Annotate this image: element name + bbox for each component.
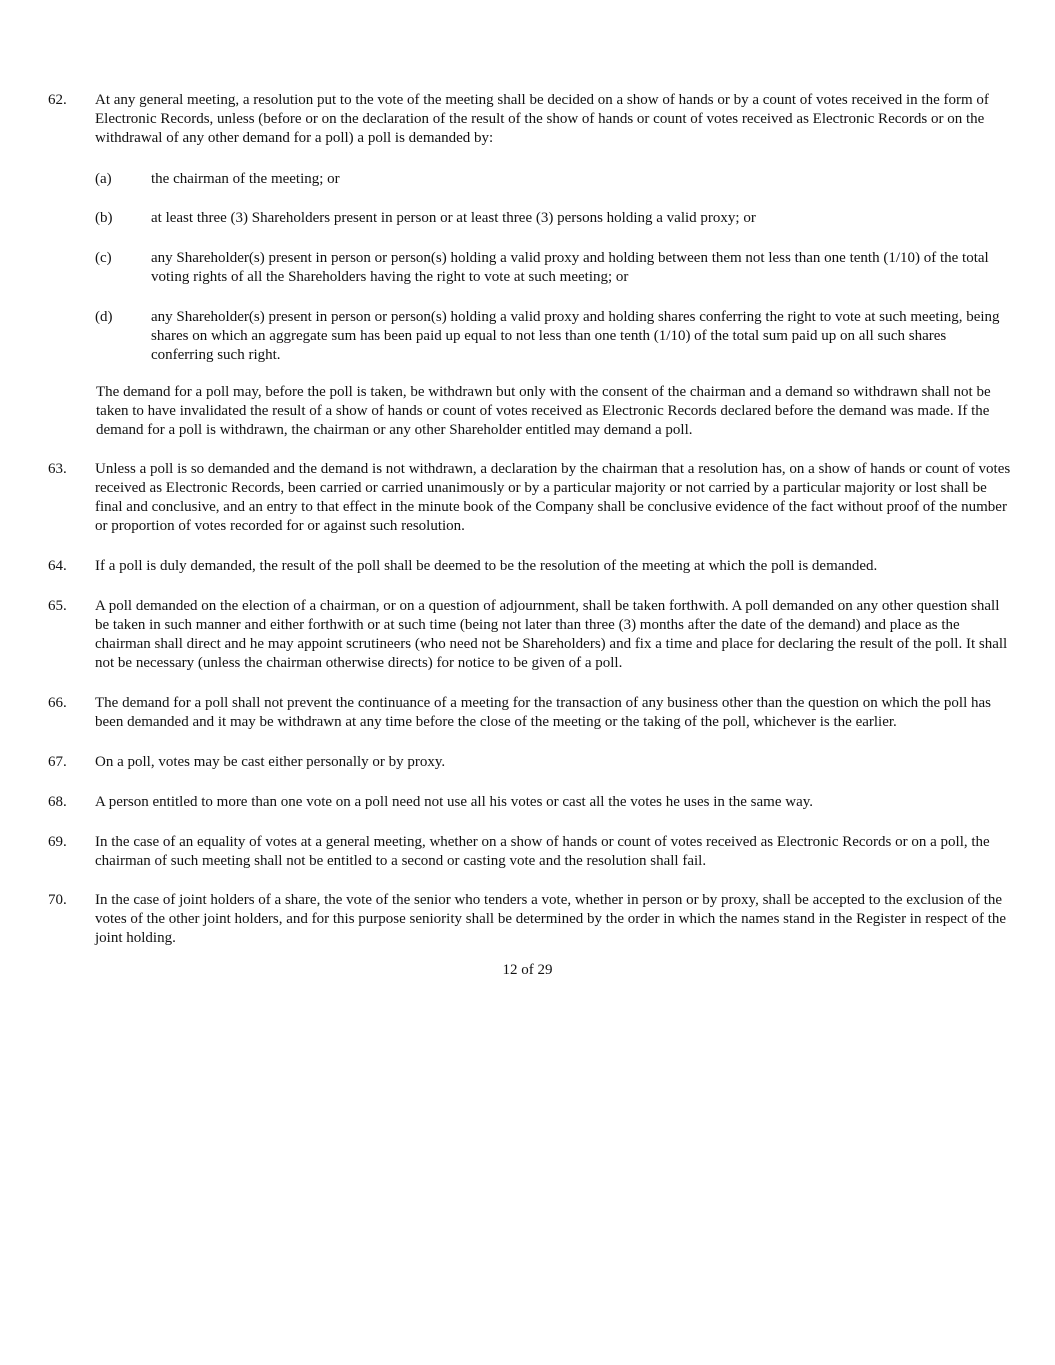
clause-text: The demand for a poll shall not prevent the continuance of a meeting for the transaction of any business other than the question on which the poll has been demanded and it may be withdrawn at any time before the close of the meeting or the taking of the poll, whichever is the earlier.	[95, 695, 992, 730]
clause-62-closing-text: The demand for a poll may, before the poll is taken, be withdrawn but only with the consent of the chairman and a demand so withdrawn shall not be taken to have invalidated the result of a show of hands or count of votes received as Electronic Records declared before the demand was made. If the demand for a poll is withdrawn, the chairman or any other Shareholder entitled may demand a poll.	[96, 384, 991, 438]
clause-67	[48, 753, 1013, 772]
subclause-label: (a)	[95, 171, 112, 187]
clause-number: 64.	[48, 558, 67, 574]
clause-text: Unless a poll is so demanded and the demand is not withdrawn, a declaration by the chairman that a resolution has, on a show of hands or count of votes received as Electronic Records, been carried or carried unanimously or by a particular majority or not carried by a particular majority or lost shall be final and conclusive, and an entry to that effect in the minute book of the Company shall be conclusive evidence of the fact without proof of the number or proportion of votes recorded for or against such resolution.	[95, 461, 1011, 534]
subclause-text: the chairman of the meeting; or	[151, 171, 340, 187]
clause-70	[48, 891, 1013, 948]
clause-69	[48, 833, 1013, 871]
subclause-label: (b)	[95, 210, 113, 226]
subclause-label: (c)	[95, 250, 112, 266]
clause-text: A poll demanded on the election of a chairman, or on a question of adjournment, shall be taken forthwith. A poll demanded on any other question shall be taken in such manner and either forthwith or at such time (being not later than three (3) months after the date of the demand) and place as the chairman shall direct and he may appoint scrutineers (who need not be Shareholders) and fix a time and place for declaring the result of the poll. It shall not be necessary (unless the chairman otherwise directs) for notice to be given of a poll.	[95, 598, 1008, 671]
subclause-c	[95, 249, 1007, 287]
subclause-a	[95, 170, 1007, 189]
subclause-label: (d)	[95, 309, 113, 325]
clause-number: 62.	[48, 92, 67, 108]
clause-number: 67.	[48, 754, 67, 770]
clause-64	[48, 557, 1013, 576]
clause-66	[48, 694, 1013, 732]
clause-65	[48, 597, 1013, 673]
page-number: 12 of 29	[502, 962, 553, 978]
subclause-text: at least three (3) Shareholders present in person or at least three (3) persons holding a valid proxy; or	[151, 210, 756, 226]
clause-text: On a poll, votes may be cast either personally or by proxy.	[95, 754, 446, 770]
clause-number: 65.	[48, 598, 67, 614]
clause-number: 66.	[48, 695, 67, 711]
subclause-text: any Shareholder(s) present in person or person(s) holding a valid proxy and holding between them not less than one tenth (1/10) of the total voting rights of all the Shareholders having the right to vote at such meeting; or	[151, 250, 989, 285]
clause-number: 68.	[48, 794, 67, 810]
clause-68	[48, 793, 1013, 812]
clause-63	[48, 460, 1013, 536]
clause-number: 63.	[48, 461, 67, 477]
subclause-d	[95, 308, 1007, 365]
clause-text: In the case of an equality of votes at a general meeting, whether on a show of hands or count of votes received as Electronic Records or on a poll, the chairman of such meeting shall not be entitled to a second or casting vote and the resolution shall fail.	[95, 834, 990, 869]
subclause-text: any Shareholder(s) present in person or person(s) holding a valid proxy and holding shares conferring the right to vote at such meeting, being shares on which an aggregate sum has been paid up equal to not less than one tenth (1/10) of the total sum paid up on all such shares conferring such right.	[151, 309, 1000, 363]
subclause-b	[95, 209, 1007, 228]
clause-text: If a poll is duly demanded, the result of the poll shall be deemed to be the resolution of the meeting at which the poll is demanded.	[95, 558, 878, 574]
clause-text: A person entitled to more than one vote on a poll need not use all his votes or cast all the votes he uses in the same way.	[95, 794, 814, 810]
clause-62	[48, 91, 1013, 148]
clause-number: 69.	[48, 834, 67, 850]
clause-number: 70.	[48, 892, 67, 908]
clause-text: At any general meeting, a resolution put to the vote of the meeting shall be decided on a show of hands or by a count of votes received in the form of Electronic Records, unless (before or on the declaration of the result of the show of hands or count of votes received as Electronic Records or on the withdrawal of any other demand for a poll) a poll is demanded by:	[95, 92, 989, 146]
clause-text: In the case of joint holders of a share, the vote of the senior who tenders a vote, whether in person or by proxy, shall be accepted to the exclusion of the votes of the other joint holders, and for this purpose seniority shall be determined by the order in which the names stand in the Register in respect of the joint holding.	[95, 892, 1007, 946]
